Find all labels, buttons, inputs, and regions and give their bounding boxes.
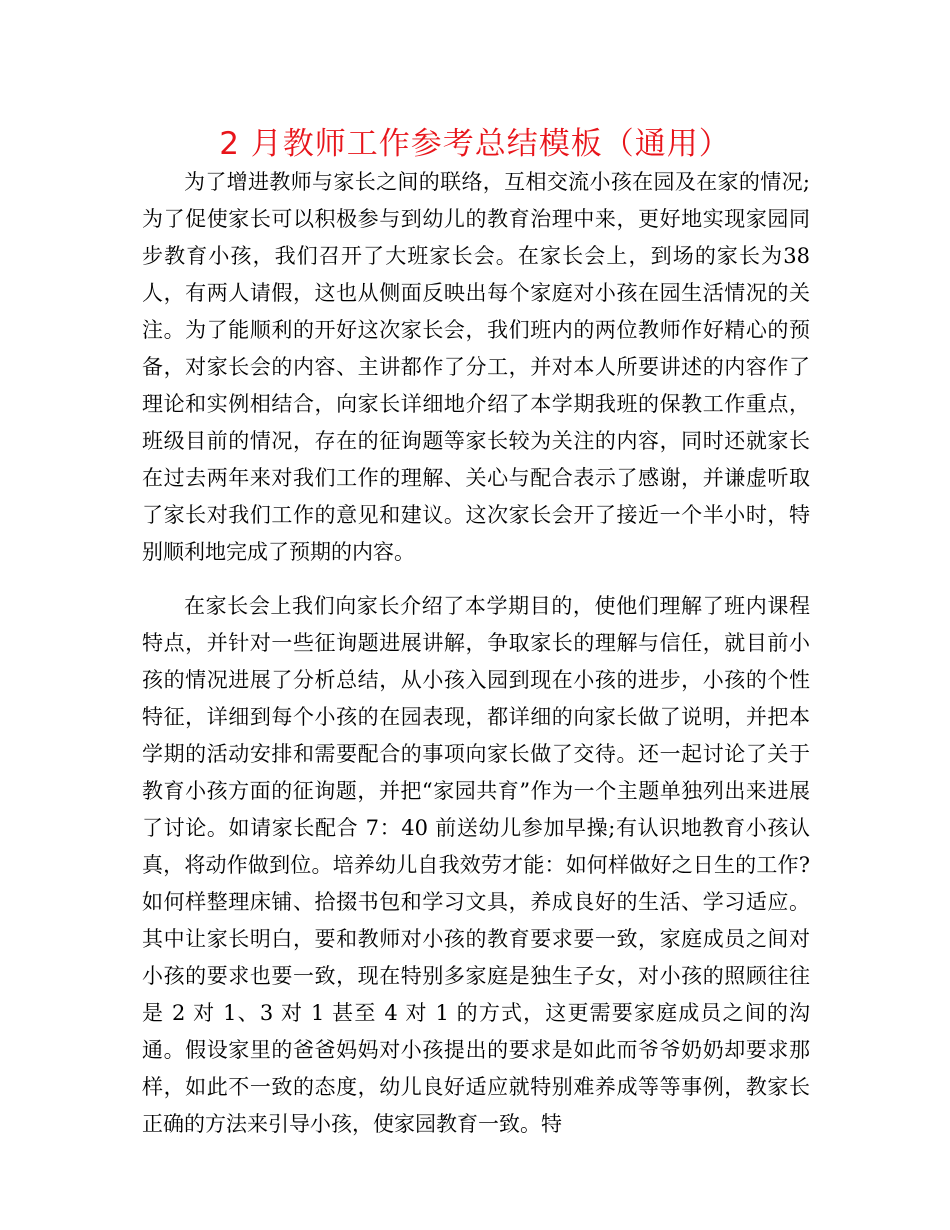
document-title: 2 月教师工作参考总结模板（通用） xyxy=(219,126,731,162)
document-body xyxy=(142,164,810,1143)
paragraph-1: 为了增进教师与家长之间的联络，互相交流小孩在园及在家的情况;为了促使家长可以积极参与到幼儿的教育治理中来，更好地实现家园同步教育小孩，我们召开了大班家长会。在家长会上，到场的家长为38人，有两人请假，这也从侧面反映出每个家庭对小孩在园生活情况的关注。为了能顺利的开好这次家长会，我们班内的两位教师作好精心的预备，对家长会的内容、主讲都作了分工，并对本人所要讲述的内容作了理论和实例相结合，向家长详细地介绍了本学期我班的保教工作重点，班级目前的情况，存在的征询题等家长较为关注的内容，同时还就家长在过去两年来对我们工作的理解、关心与配合表示了感谢，并谦虚听取了家长对我们工作的意见和建议。这次家长会开了接近一个半小时，特别顺利地完成了预期的内容。 xyxy=(142,170,810,564)
paragraph-2: 在家长会上我们向家长介绍了本学期目的，使他们理解了班内课程特点，并针对一些征询题进展讲解，争取家长的理解与信任，就目前小孩的情况进展了分析总结，从小孩入园到现在小孩的进步，小孩的个性特征，详细到每个小孩的在园表现，都详细的向家长做了说明，并把本学期的活动安排和需要配合的事项向家长做了交待。还一起讨论了关于教育小孩方面的征询题，并把“家园共育”作为一个主题单独列出来进展了讨论。如请家长配合 7：40 前送幼儿参加早操;有认识地教育小孩认真，将动作做到位。培养幼儿自我效劳才能：如何样做好之日生的工作?如何样整理床铺、拾掇书包和学习文具，养成良好的生活、学习适应。其中让家长明白，要和教师对小孩的教育要求要一致，家庭成员之间对小孩的要求也要一致，现在特别多家庭是独生子女，对小孩的照顾往往是 2 对 1、3 对 1 甚至 4 对 1 的方式，这更需要家庭成员之间的沟通。假设家里的爸爸妈妈对小孩提出的要求是如此而爷爷奶奶却要求那样，如此不一致的态度，幼儿良好适应就特别难养成等等事例，教家长正确的方法来引导小孩，使家园教育一致。特 xyxy=(142,594,810,1136)
